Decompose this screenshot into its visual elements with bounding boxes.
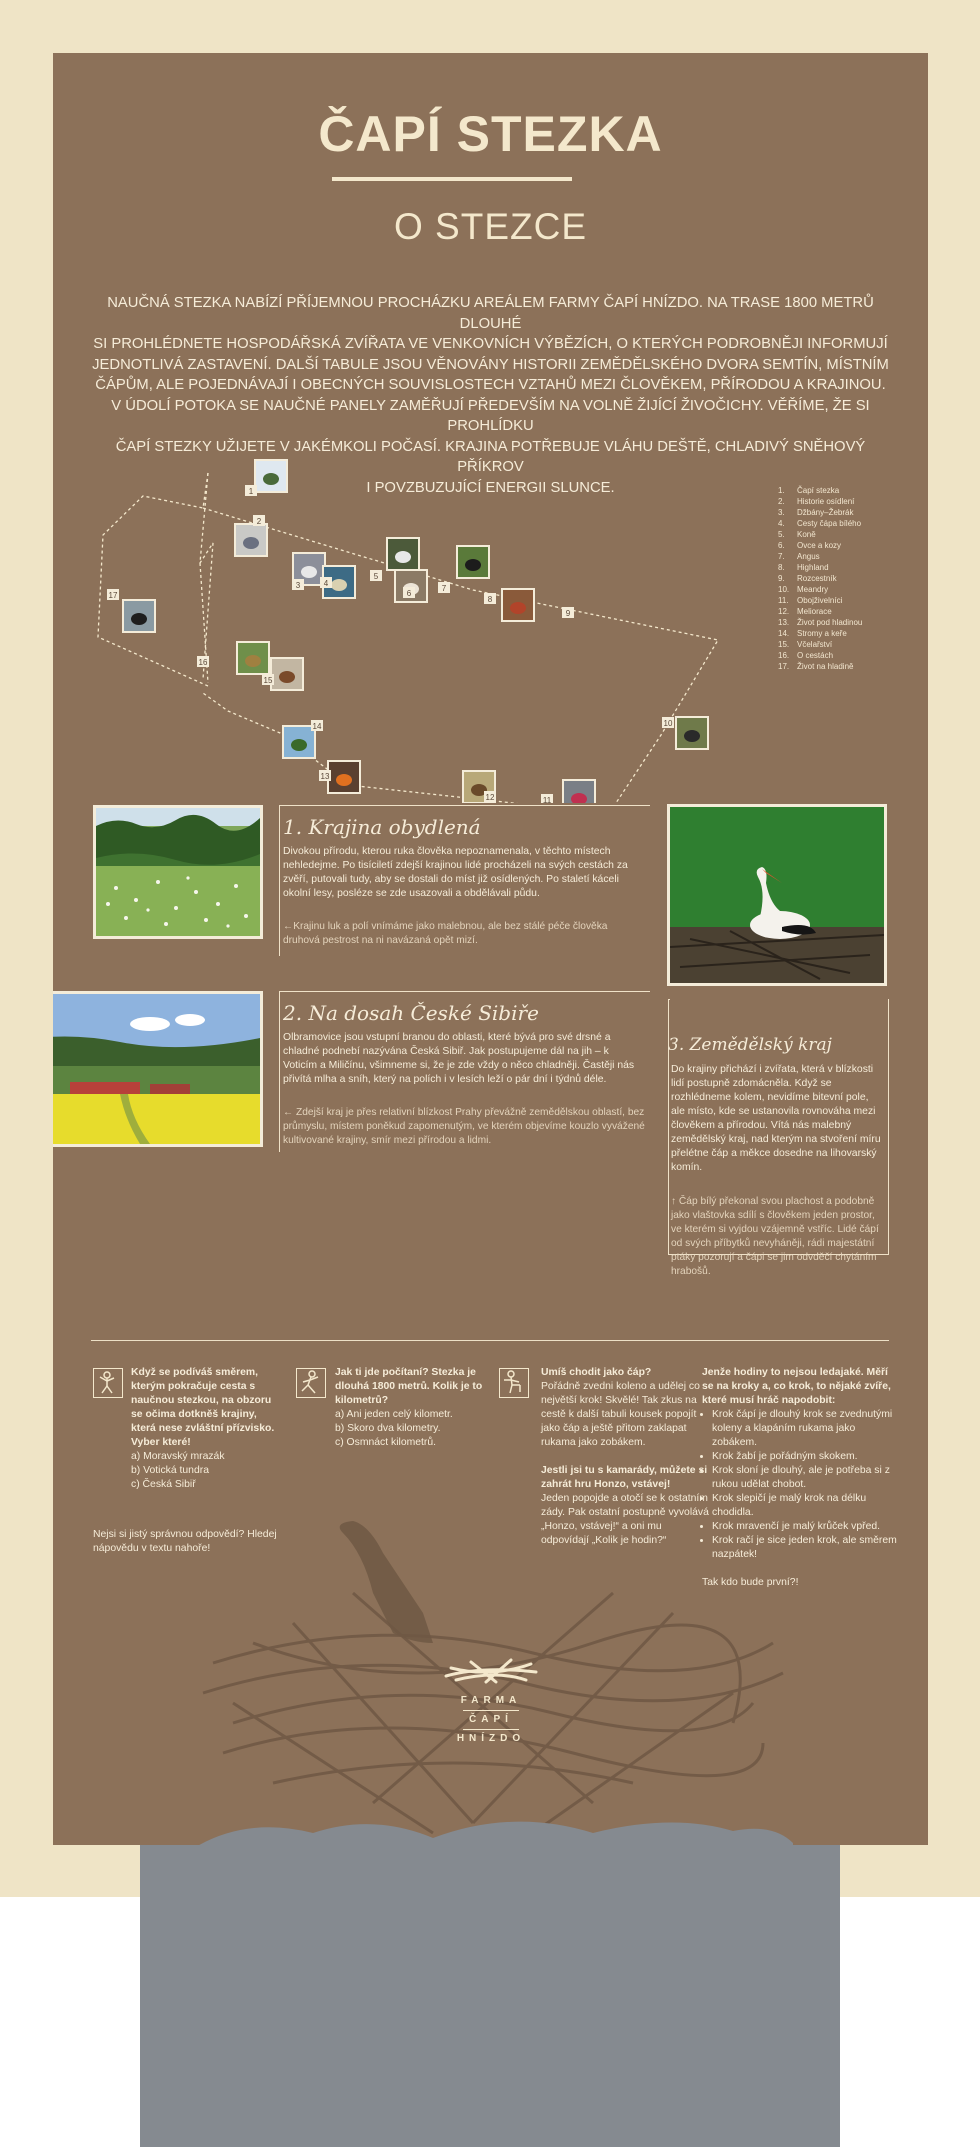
stop-number: 8 [487,595,493,604]
quiz-question: Jak ti jde počítaní? Stezka je dlouhá 1800 metrů. Kolik je to kilometrů? [335,1367,483,1406]
stop-thumbnail-subject [243,537,259,549]
stop-thumbnail-subject [465,559,481,571]
legend-item: 10. Meandry [778,585,829,594]
running-person-icon [296,1368,326,1398]
stop-number: 12 [485,793,495,802]
quiz-list-item: • Krok čápí je dlouhý krok se zvednutými koleny a klapáním rukama jako zobákem. [712,1408,902,1450]
stop-thumbnail-subject [331,579,347,591]
panel-subtitle: O STEZCE [393,206,588,247]
legend-item: 11. Obojživelníci [778,596,843,605]
trail-legend [778,485,918,672]
section-title: 2. Na dosah České Sibiře [283,1001,539,1025]
stork-walk-icon [499,1368,529,1398]
title-underline [332,177,572,181]
stop-thumbnail-subject [279,671,295,683]
stop-number: 16 [198,658,208,667]
quiz-list-item: • Krok žabí je pořádným skokem. [712,1450,902,1464]
quiz-answer: c) Česká Sibiř [131,1479,196,1490]
stop-number: 11 [542,796,552,803]
logo-text: ČAPÍ [469,1714,513,1725]
trail-path [200,473,213,679]
section-title: 1. Krajina obydlená [283,815,481,839]
info-panel [53,53,928,1845]
section-note: ← Zdejší kraj je přes relativní blízkost Prahy převážně zemědělskou oblastí, bez průmyslu, místem poněkud zapomenutým, ve kterém objevíme kouzlo vyvážené kultivované krajiny, smír mezi přírodou a lidmi. [283,1107,645,1146]
rapeseed-field-photo [53,991,263,1147]
quiz-question-4 [702,1366,902,1590]
quiz-answer: b) Skoro dva kilometry. [335,1423,441,1434]
quiz-list [702,1408,902,1562]
farm-logo [436,1648,546,1747]
stop-thumbnail-subject [291,739,307,751]
quiz-text: Jeden popojde a otočí se k ostatním zády. Pak ostatní postupně vyvolává „Honzo, vstávej!“ a oni mu odpovídají „Kolik je hodin?“ [541,1493,709,1546]
stop-thumbnail-subject [131,613,147,625]
section-text: Olbramovice jsou vstupní branou do oblasti, které bývá pro své drsné a chladné podnebí nazývána Česká Sibiř. Jak postupujeme dál na jih – k Voticím a Miličínu, všimneme si, že je zde vždy o něco chladněji. Častěji nás přivítá mlha a sníh, který na polích i v lesích leží o pár dní i týdnů déle. [283,1032,635,1085]
legend-item: 13. Život pod hladinou [778,618,863,627]
quiz-answer: a) Moravský mrazák [131,1451,225,1462]
legend-item: 5. Koně [778,530,816,539]
intro-line: JEDNOTLIVÁ ZASTAVENÍ. DALŠÍ TABULE JSOU VĚNOVÁNY HISTORII ZEMĚDĚLSKÉHO DVORA SEMTÍN, MÍSTNÍM [92,356,889,373]
legend-item: 7. Angus [778,552,820,561]
logo-text: FARMA [460,1695,522,1706]
trail-stops [107,460,708,803]
legend-item: 12. Meliorace [778,607,832,616]
quiz-question: Jenže hodiny to nejsou ledajaké. Měří se na kroky a, co krok, to nějaké zvíře, které musí hráč napodobit: [702,1367,891,1406]
intro-line: SI PROHLÉDNETE HOSPODÁŘSKÁ ZVÍŘATA VE VENKOVNÍCH VÝBĚZÍCH, O KTERÝCH PODROBNĚJI INFORMUJÍ [93,336,888,352]
stop-number: 5 [373,572,379,581]
quiz-question-2 [335,1366,495,1450]
logo-text: HNÍZDO [456,1733,526,1744]
quiz-list-item: • Krok mravenčí je malý krůček vpřed. [712,1520,902,1534]
stop-number: 14 [312,722,322,731]
quiz-hint: Nejsi si jistý správnou odpovědí? Hledej nápovědu v textu nahoře! [93,1529,277,1554]
legend-item: 16. O cestách [778,651,834,660]
quiz-answer: a) Ani jeden celý kilometr. [335,1409,453,1420]
legend-item: 6. Ovce a kozy [778,541,842,550]
stop-number: 4 [323,579,329,588]
quiz-text: Pořádně zvedni koleno a udělej co největší krok! Skvělé! Tak zkus na cestě k další tabuli kousek popojít jako čáp a ještě přitom zaklapat rukama jako zobákem. [541,1381,700,1448]
stop-number: 7 [441,584,447,593]
panel-title: ČAPÍ STEZKA [318,106,663,162]
intro-line: I POVZBUZUJÍCÍ ENERGII SLUNCE. [366,479,615,496]
section-note: ←Krajinu luk a polí vnímáme jako malebnou, ale bez stálé péče člověka druhová pestrost na ni navázaná opět mizí. [283,921,608,946]
quiz-question: Když se podíváš směrem, kterým pokračuje cesta s naučnou stezkou, na obzoru se očima dotkněš krajiny, která nese zvláštní přízvisko. Vyber které! [131,1367,275,1448]
legend-item: 15. Včelařství [778,640,833,649]
stop-number: 2 [256,517,262,526]
quiz-question-1 [131,1366,276,1492]
legend-item: 1. Čapí stezka [778,486,840,495]
section-title: 3. Zemědělský kraj [668,1035,832,1055]
intro-line: ČAPÍ STEZKY UŽIJETE V JAKÉMKOLI POČASÍ. KRAJINA POTŘEBUJE VLÁHU DEŠTĚ, CHLADIVÝ SNĚHOVÝ PŘÍKROV [115,438,866,475]
stop-thumbnail-subject [395,551,411,563]
legend-item: 4. Cesty čápa bílého [778,519,862,528]
trail-path [98,473,208,686]
display-post [140,1815,840,2147]
quiz-list-item: • Krok račí je sice jeden krok, ale směrem nazpátek! [712,1534,902,1562]
section-divider [91,1340,889,1341]
stop-number: 15 [263,676,273,685]
quiz-question-3 [541,1366,711,1548]
quiz-list-item: • Krok slepičí je malý krok na délku chodidla. [712,1492,902,1520]
legend-item: 9. Rozcestník [778,574,837,583]
legend-item: 14. Stromy a keře [778,629,847,638]
intro-line: ČÁPŮM, ALE POJEDNÁVAJÍ I OBECNÝCH SOUVISLOSTECH VZTAHŮ MEZI ČLOVĚKEM, PŘÍRODOU A KRAJINOU. [95,377,886,393]
quiz-answer: c) Osmnáct kilometrů. [335,1437,437,1448]
walking-person-icon [93,1368,123,1398]
nest-logo-icon [441,1648,541,1688]
quiz-answer: b) Votická tundra [131,1465,209,1476]
stop-number: 6 [406,589,412,598]
quiz-outro: Tak kdo bude první?! [702,1577,799,1588]
stop-number: 10 [663,719,673,728]
stop-thumbnail-subject [510,602,526,614]
legend-item: 2. Historie osídlení [778,497,855,506]
stop-number: 3 [295,581,301,590]
meadow-photo [93,805,263,939]
quiz-question: Jestli jsi tu s kamarády, můžete si zahrát hru Honzo, vstávej! [541,1465,708,1490]
legend-item: 8. Highland [778,563,829,572]
section-note: ↑ Čáp bílý překonal svou plachost a podobně jako vlaštovka sdílí s člověkem jeden prostor, ve kterém si vyjdou vzájemně vstříc. Lidé čápí od svých příbytků nevyháněji, rádi majestátní ptáky pozorují a čápi se jim odvděčí chytáním hrabošů. [671,1196,879,1277]
legend-item: 3. Džbány–Žebrák [778,508,854,517]
section-text: Do krajiny přichází i zvířata, která v blízkosti lidí postupně zdomácněla. Když se rozhlédneme kolem, nevidíme bitevní pole, ale místo, kde se ustanovila rovnováha mezi člověkem a přírodou. Vítá nás malebný zemědělský kraj, nad kterým na stvoření míru přelétne čáp a měkce dosedne na lihovarský komín. [671,1064,881,1173]
section-text: Divokou přírodu, kterou ruka člověka nepoznamenala, v těchto místech nehledejme. Po tisíciletí zdejší krajinou lidé procházeli na svých cestách za zvěří, putovali tudy, aby se dostali do míst již osídlených. Po staletí káceli okolní lesy, posléze se zde usazovali a obdělávali půdu. [283,846,628,899]
intro-line: V ÚDOLÍ POTOKA SE NAUČNÉ PANELY ZAMĚŘUJÍ PŘEDEVŠÍM NA VOLNĚ ŽIJÍCÍ ŽIVOČICHY. VĚŘÍME, ŽE SI PROHLÍDKU [111,397,870,434]
intro-line: NAUČNÁ STEZKA NABÍZÍ PŘÍJEMNOU PROCHÁZKU AREÁLEM FARMY ČAPÍ HNÍZDO. NA TRASE 1800 METRŮ DLOUHÉ [107,295,874,332]
quiz-question: Umíš chodit jako čáp? [541,1367,652,1378]
stop-number: 1 [248,487,254,496]
stop-thumbnail-subject [684,730,700,742]
stop-thumbnail-subject [245,655,261,667]
stop-thumbnail-subject [301,566,317,578]
legend-item: 17. Život na hladině [778,662,854,671]
stop-thumbnail-subject [263,473,279,485]
stop-number: 17 [108,591,118,600]
stop-number: 13 [320,772,330,781]
stop-thumbnail-subject [336,774,352,786]
quiz-list-item: • Krok sloní je dlouhý, ale je potřeba si z rukou udělat chobot. [712,1464,902,1492]
stop-number: 9 [565,609,571,618]
stork-nest-photo [667,804,887,986]
